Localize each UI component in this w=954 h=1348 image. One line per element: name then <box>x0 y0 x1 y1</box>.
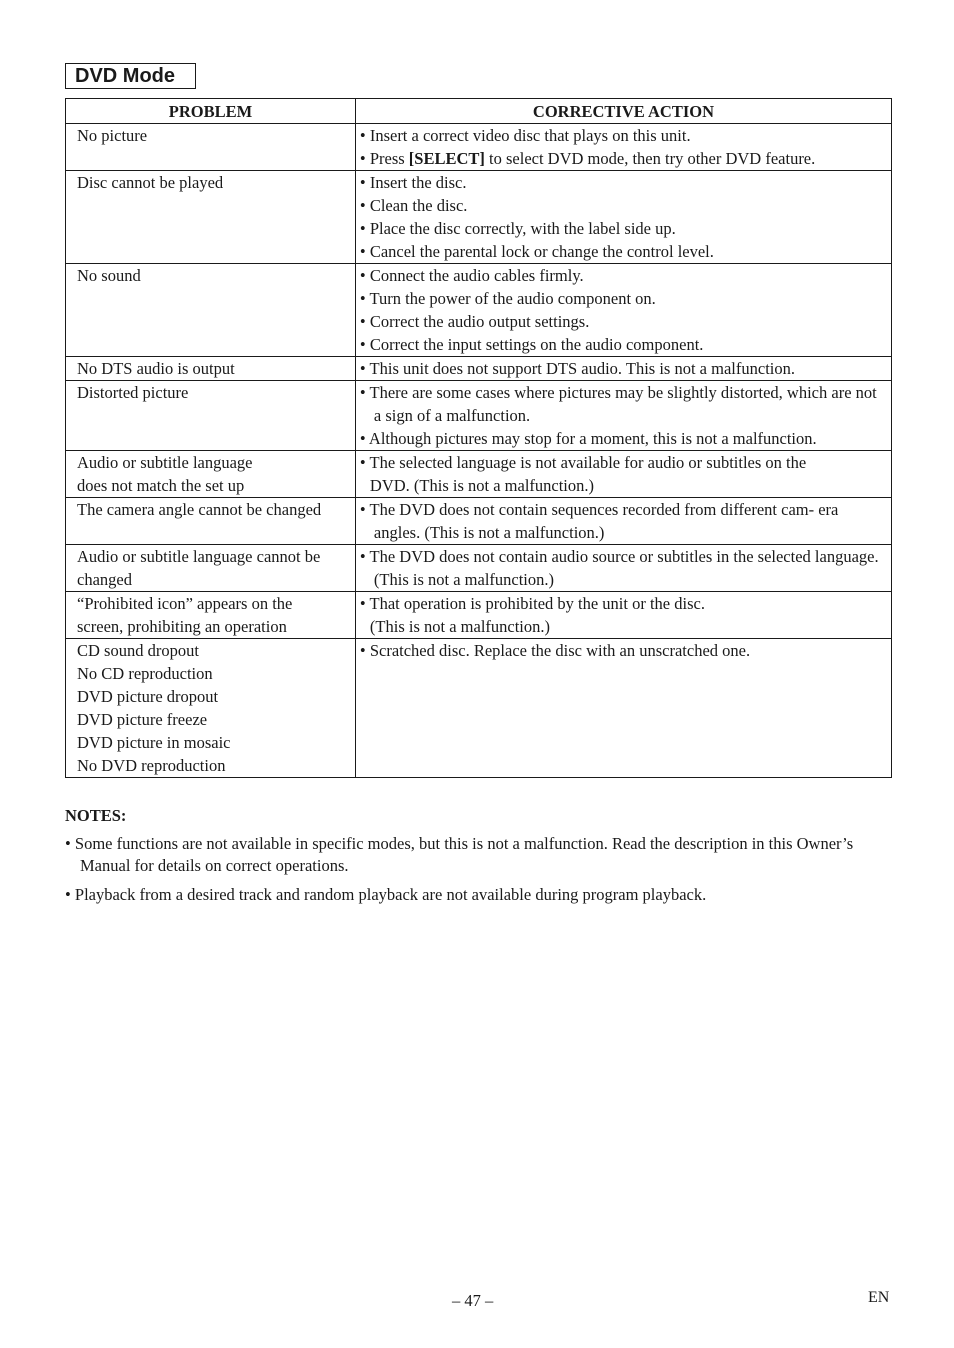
problem-cell <box>66 639 356 778</box>
corrective-action-text: • Correct the input settings on the audio component. <box>359 335 704 354</box>
problem-text: CD sound dropout <box>77 641 199 660</box>
problem-text: Distorted picture <box>77 383 189 402</box>
select-key-label: [SELECT] <box>408 149 485 168</box>
problem-text: No picture <box>77 126 148 145</box>
problem-cell <box>66 264 356 357</box>
corrective-action-cell <box>355 124 891 171</box>
notes-list <box>65 833 875 913</box>
troubleshooting-table <box>65 98 892 778</box>
problem-text: No DVD reproduction <box>77 756 226 775</box>
corrective-action-text: • Scratched disc. Replace the disc with an unscratched one. <box>359 641 751 660</box>
problem-cell <box>66 451 356 498</box>
problem-cell <box>66 381 356 451</box>
corrective-action-text: (This is not a malfunction.) <box>369 617 551 636</box>
table-row <box>66 451 892 498</box>
problem-text: Disc cannot be played <box>77 173 224 192</box>
problem-text: No CD reproduction <box>77 664 213 683</box>
table-row <box>66 357 892 381</box>
corrective-action-cell <box>355 592 891 639</box>
corrective-action-text: • Turn the power of the audio component on. <box>359 289 656 308</box>
corrective-action-cell <box>355 545 891 592</box>
corrective-action-text: • The DVD does not contain sequences recorded from different cam- era angles. (This is not a malfunction.) <box>359 500 839 542</box>
corrective-action-text: • There are some cases where pictures may be slightly distorted, which are not a sign of a malfunction. <box>359 383 877 425</box>
corrective-action-text: • Insert a correct video disc that plays on this unit. <box>359 126 691 145</box>
corrective-action-text: • That operation is prohibited by the unit or the disc. <box>359 594 705 613</box>
corrective-action-text: DVD. (This is not a malfunction.) <box>369 476 595 495</box>
problem-text: “Prohibited icon” appears on the <box>77 594 293 613</box>
problem-cell <box>66 592 356 639</box>
corrective-action-text: • The DVD does not contain audio source or subtitles in the selected language. (This is not a malfunction.) <box>359 547 879 589</box>
column-header-problem: PROBLEM <box>66 99 356 124</box>
note-item: • Some functions are not available in specific modes, but this is not a malfunction. Read the description in this Owner’s Manual for details on correct operations. <box>65 834 854 875</box>
section-title: DVD Mode <box>65 63 196 89</box>
corrective-action-cell <box>355 639 891 778</box>
table-row <box>66 639 892 778</box>
problem-cell <box>66 171 356 264</box>
problem-text: DVD picture freeze <box>77 710 208 729</box>
table-header-row <box>66 99 892 124</box>
corrective-action-text: • Cancel the parental lock or change the control level. <box>359 242 714 261</box>
page-number: – 47 – <box>452 1291 494 1310</box>
problem-text: screen, prohibiting an operation <box>77 617 287 636</box>
problem-cell <box>66 124 356 171</box>
problem-cell <box>66 357 356 381</box>
problem-text: No sound <box>77 266 141 285</box>
corrective-action-text: • Insert the disc. <box>359 173 467 192</box>
problem-cell <box>66 498 356 545</box>
problem-text: Audio or subtitle language <box>77 453 253 472</box>
problem-text: changed <box>77 570 132 589</box>
problem-text: The camera angle cannot be changed <box>77 500 322 519</box>
table-row <box>66 592 892 639</box>
table-row <box>66 381 892 451</box>
corrective-action-text: • Although pictures may stop for a moment, this is not a malfunction. <box>359 429 817 448</box>
problem-text: DVD picture dropout <box>77 687 219 706</box>
column-header-corrective-action: CORRECTIVE ACTION <box>355 99 891 124</box>
table-row <box>66 498 892 545</box>
table-row <box>66 545 892 592</box>
corrective-action-text: • The selected language is not available for audio or subtitles on the <box>359 453 807 472</box>
corrective-action-text: • Press [SELECT] to select DVD mode, then try other DVD feature. <box>359 149 816 168</box>
language-code: EN <box>868 1289 890 1306</box>
problem-text: Audio or subtitle language cannot be <box>77 547 321 566</box>
table-row <box>66 264 892 357</box>
note-item: • Playback from a desired track and random playback are not available during program playback. <box>65 885 707 904</box>
corrective-action-cell <box>355 357 891 381</box>
problem-text: does not match the set up <box>77 476 245 495</box>
corrective-action-text: • Clean the disc. <box>359 196 468 215</box>
corrective-action-text: • Place the disc correctly, with the label side up. <box>359 219 676 238</box>
corrective-action-cell <box>355 171 891 264</box>
corrective-action-text: • This unit does not support DTS audio. This is not a malfunction. <box>359 359 795 378</box>
table-row <box>66 124 892 171</box>
corrective-action-text: • Correct the audio output settings. <box>359 312 590 331</box>
corrective-action-cell <box>355 264 891 357</box>
table-row <box>66 171 892 264</box>
corrective-action-text: • Connect the audio cables firmly. <box>359 266 584 285</box>
notes-heading: NOTES: <box>65 806 127 825</box>
problem-text: No DTS audio is output <box>77 359 235 378</box>
corrective-action-cell <box>355 451 891 498</box>
problem-text: DVD picture in mosaic <box>77 733 231 752</box>
corrective-action-cell <box>355 498 891 545</box>
problem-cell <box>66 545 356 592</box>
corrective-action-cell <box>355 381 891 451</box>
